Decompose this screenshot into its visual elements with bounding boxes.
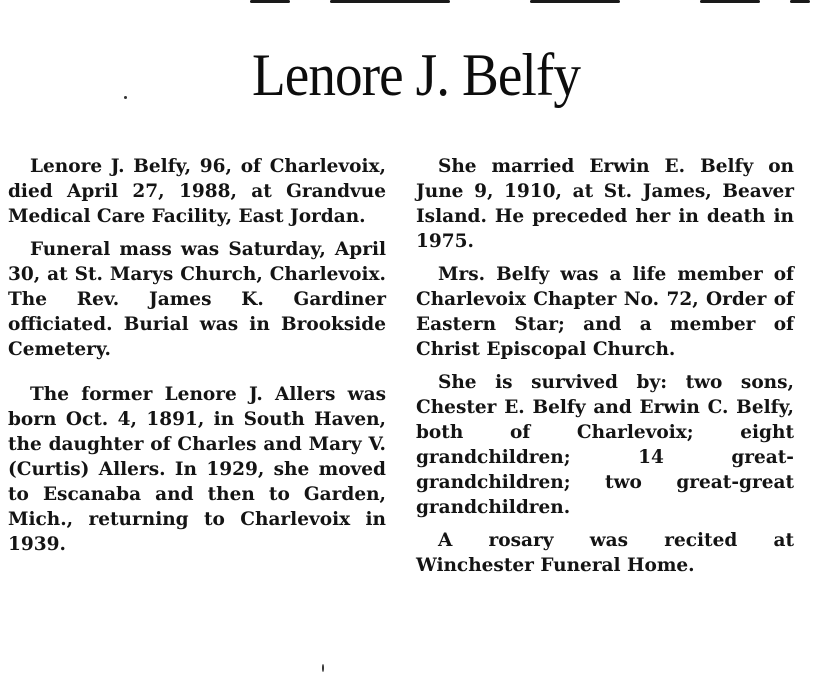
- clipping-edge-mark: [250, 0, 290, 3]
- paragraph-rosary: A rosary was recited at Winchester Funeral Home.: [416, 530, 794, 576]
- clipping-edge-mark: [530, 0, 620, 3]
- right-column: [416, 154, 794, 586]
- clipping-edge-mark: [330, 0, 450, 3]
- paragraph-funeral: Funeral mass was Saturday, April 30, at St. Marys Church, Charlevoix. The Rev. James K. Gardiner officiated. Burial was in Brookside Cemetery.: [8, 239, 386, 360]
- paragraph-membership: Mrs. Belfy was a life member of Charlevoix Chapter No. 72, Order of Eastern Star; and a member of Christ Episcopal Church.: [416, 264, 794, 360]
- clipping-edge-mark: [790, 0, 810, 3]
- left-column: [8, 154, 386, 565]
- paragraph-biography: The former Lenore J. Allers was born Oct. 4, 1891, in South Haven, the daughter of Charles and Mary V. (Curtis) Allers. In 1929, she moved to Escanaba and then to Garden, Mich., returning to Charlevoix in 1939.: [8, 384, 386, 555]
- clipping-edge-mark: [700, 0, 760, 3]
- scan-speck: [124, 96, 127, 99]
- obituary-title: Lenore J. Belfy: [251, 42, 581, 108]
- paragraph-survivors: She is survived by: two sons, Chester E. Belfy and Erwin C. Belfy, both of Charlevoix; eight grandchildren; 14 great-grandchildren; two great-great grandchildren.: [416, 372, 794, 518]
- paragraph-marriage: She married Erwin E. Belfy on June 9, 1910, at St. James, Beaver Island. He preceded her in death in 1975.: [416, 156, 794, 252]
- paragraph-death-notice: Lenore J. Belfy, 96, of Charlevoix, died April 27, 1988, at Grandvue Medical Care Facility, East Jordan.: [8, 156, 386, 227]
- scan-speck: [322, 664, 324, 672]
